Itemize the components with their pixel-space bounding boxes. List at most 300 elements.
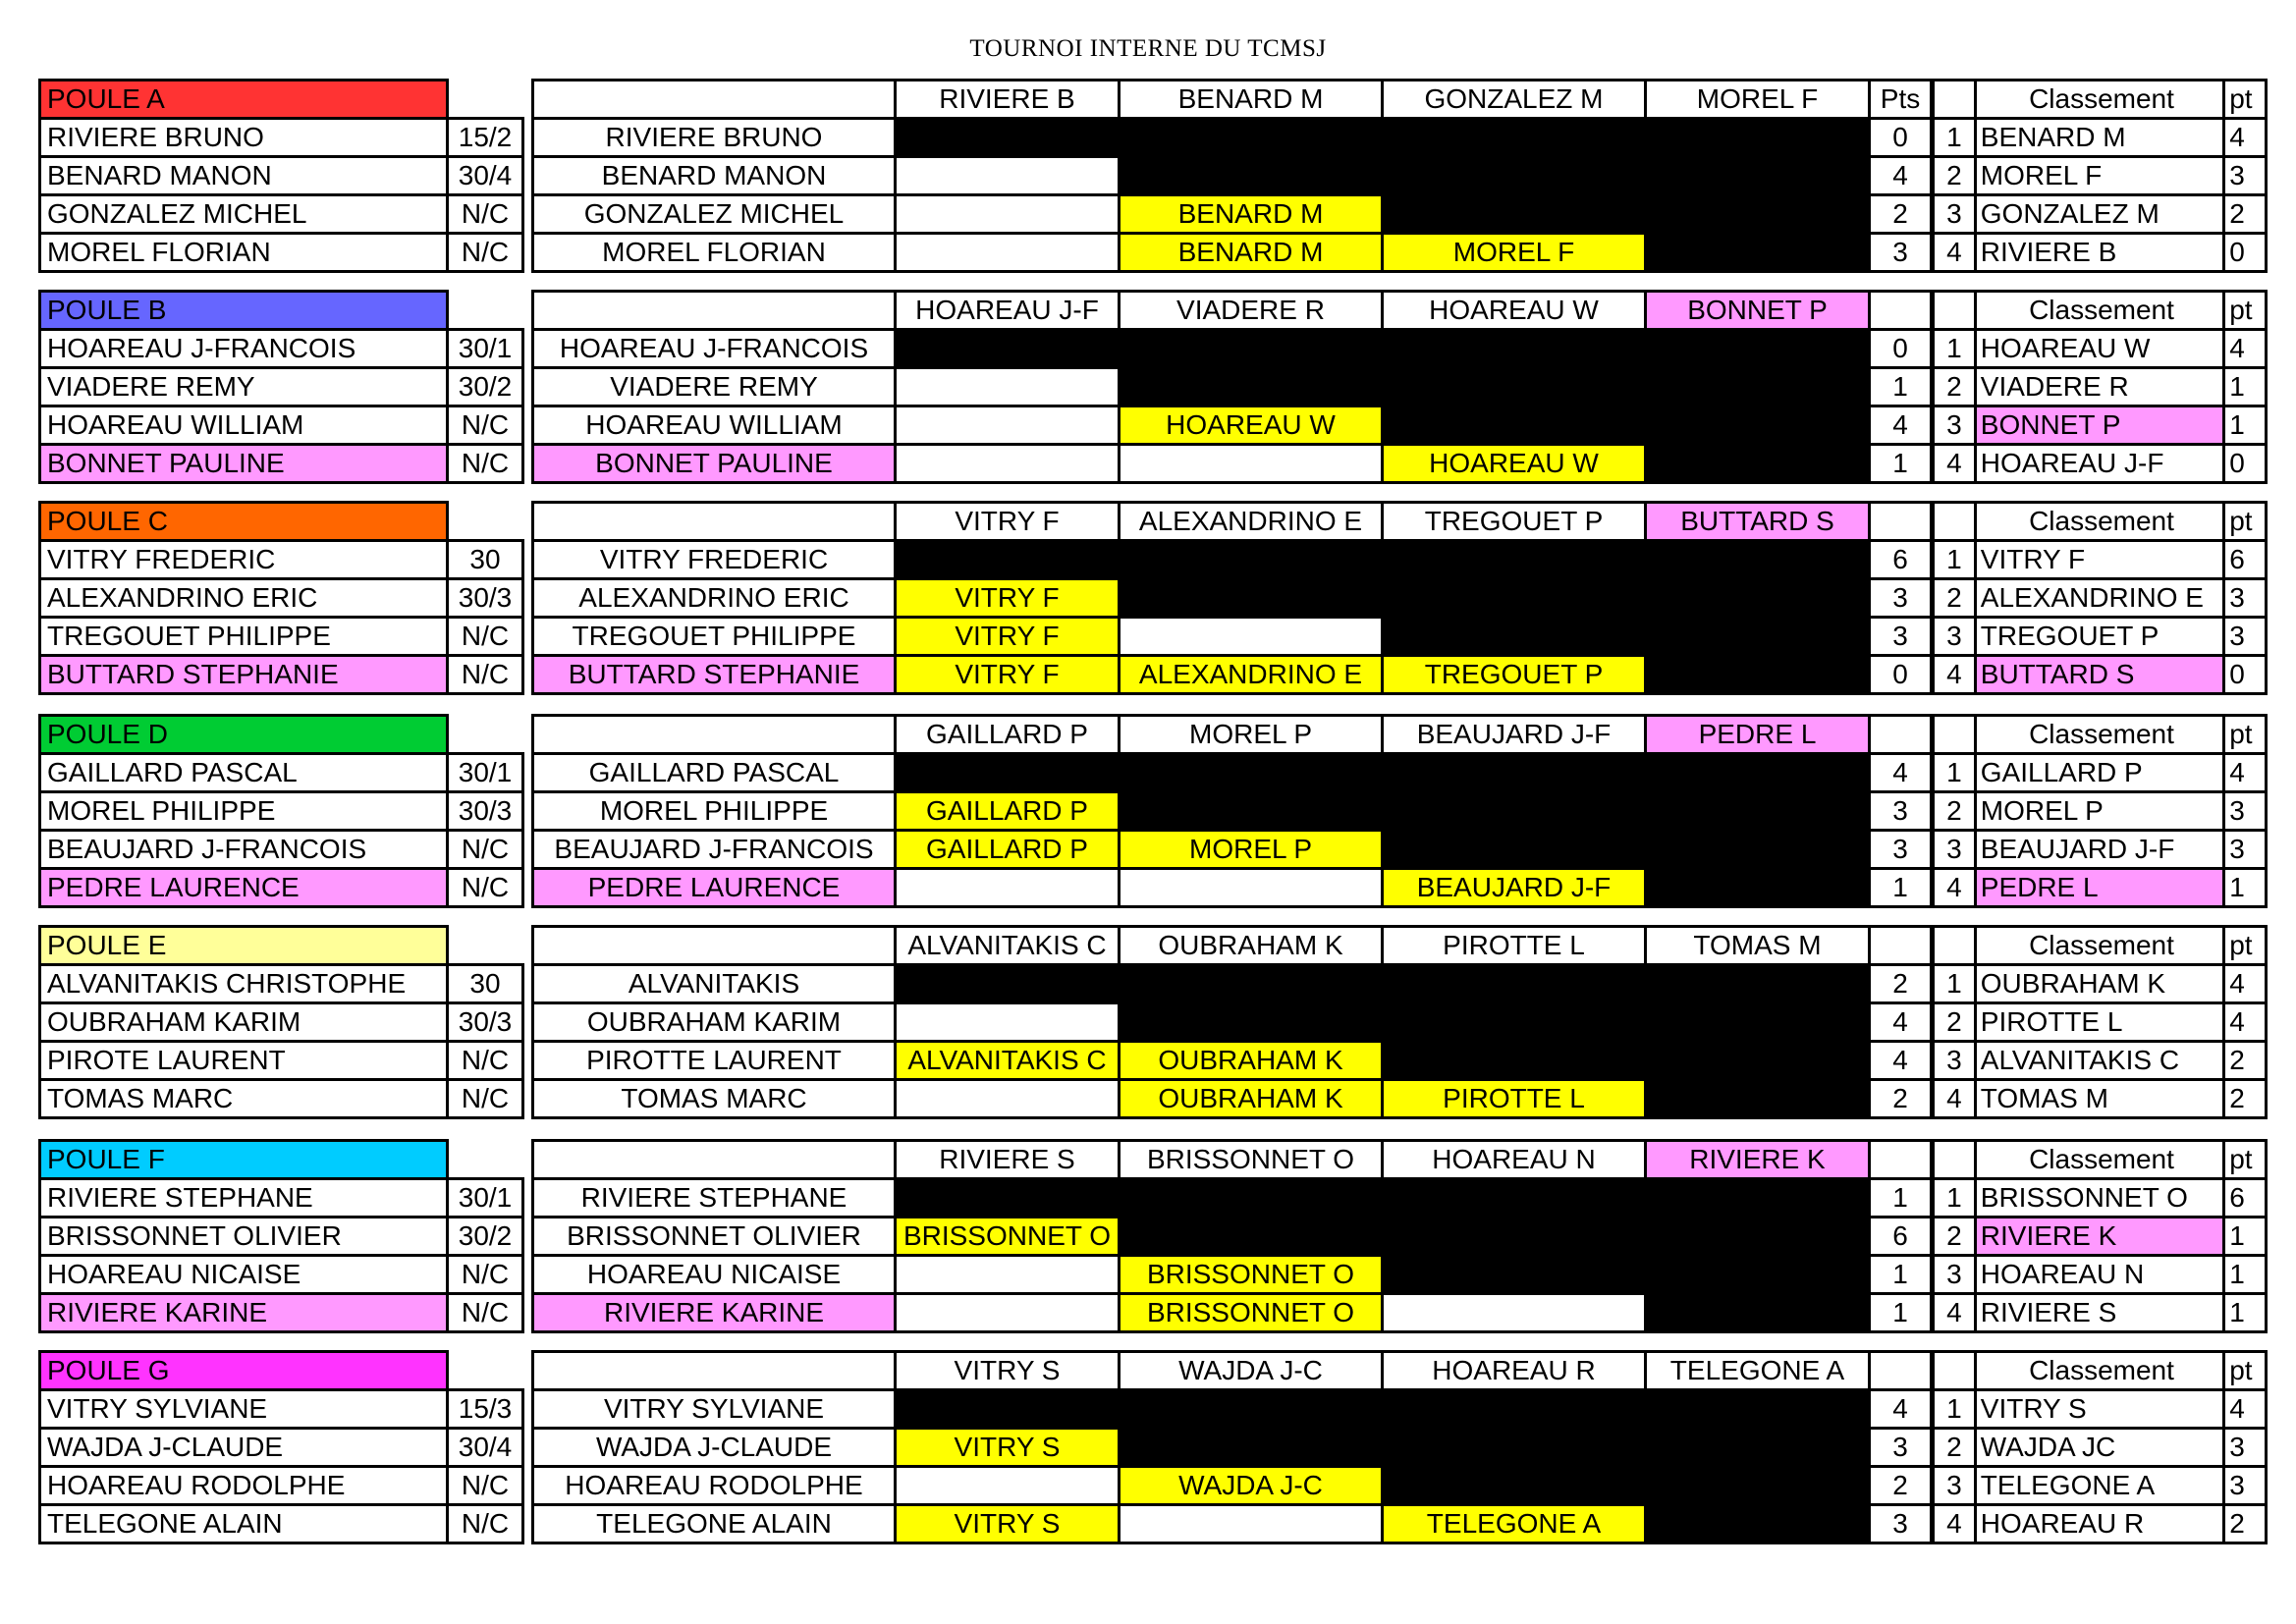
player-rank: N/C — [448, 1467, 523, 1505]
player-name: HOAREAU WILLIAM — [40, 406, 448, 445]
classement-name: WAJDA JC — [1975, 1429, 2223, 1467]
player-rank: 30/2 — [448, 1218, 523, 1256]
opponent-header: GONZALEZ M — [1383, 81, 1646, 119]
points-value: 1 — [1870, 1256, 1932, 1294]
classement-position: 3 — [1934, 195, 1976, 234]
opponent-header: VITRY S — [896, 1352, 1120, 1390]
winner-cell: WAJDA J-C — [1120, 1467, 1383, 1505]
pt-header: pt — [2224, 716, 2267, 754]
player-row — [40, 1042, 523, 1080]
classement-row — [1934, 1294, 2267, 1332]
classement-name: VITRY S — [1975, 1390, 2223, 1429]
matrix-row — [533, 1080, 1932, 1118]
classement-position: 3 — [1934, 1256, 1976, 1294]
players-table — [38, 501, 524, 695]
winner-cell: ALVANITAKIS C — [896, 1042, 1120, 1080]
pts-header: Pts — [1870, 81, 1932, 119]
match-cell — [896, 195, 1120, 234]
match-cell — [1120, 1505, 1383, 1543]
opponent-header: TREGOUET P — [1383, 503, 1646, 541]
player-row — [40, 119, 523, 157]
classement-name: PEDRE L — [1975, 869, 2223, 907]
player-rank: N/C — [448, 406, 523, 445]
classement-row — [1934, 234, 2267, 272]
classement-points: 0 — [2224, 234, 2267, 272]
match-cell — [1383, 1429, 1646, 1467]
classement-table — [1932, 1139, 2268, 1333]
match-cell — [1120, 1429, 1383, 1467]
points-value: 1 — [1870, 1294, 1932, 1332]
player-rank: 30/1 — [448, 754, 523, 792]
player-row — [40, 1429, 523, 1467]
opponent-header: HOAREAU W — [1383, 292, 1646, 330]
classement-header: Classement — [1975, 927, 2223, 965]
matrix-row — [533, 368, 1932, 406]
match-cell — [1383, 792, 1646, 831]
matrix-player-name: TREGOUET PHILIPPE — [533, 618, 896, 656]
match-cell — [896, 157, 1120, 195]
points-value: 4 — [1870, 1003, 1932, 1042]
player-name: HOAREAU RODOLPHE — [40, 1467, 448, 1505]
match-cell — [1383, 754, 1646, 792]
winner-cell: OUBRAHAM K — [1120, 1080, 1383, 1118]
player-rank: N/C — [448, 195, 523, 234]
matrix-row — [533, 157, 1932, 195]
player-name: PIROTE LAURENT — [40, 1042, 448, 1080]
classement-position: 4 — [1934, 1080, 1976, 1118]
matrix-row — [533, 1042, 1932, 1080]
winner-cell: BRISSONNET O — [896, 1218, 1120, 1256]
player-rank: 30/1 — [448, 330, 523, 368]
opponent-header: TOMAS M — [1646, 927, 1870, 965]
matrix-row — [533, 1429, 1932, 1467]
match-cell — [1383, 406, 1646, 445]
winner-cell: PIROTTE L — [1383, 1080, 1646, 1118]
classement-row — [1934, 445, 2267, 483]
pts-header — [1870, 292, 1932, 330]
classement-points: 3 — [2224, 1429, 2267, 1467]
match-cell — [1120, 792, 1383, 831]
match-cell — [1383, 1218, 1646, 1256]
classement-name: ALEXANDRINO E — [1975, 579, 2223, 618]
poule-block — [0, 1350, 2296, 1543]
classement-corner — [1934, 927, 1976, 965]
opponent-header: PIROTTE L — [1383, 927, 1646, 965]
player-rank: 30/1 — [448, 1179, 523, 1218]
player-row — [40, 1467, 523, 1505]
results-matrix — [531, 1350, 1933, 1544]
player-rank: 30/3 — [448, 579, 523, 618]
points-value: 4 — [1870, 157, 1932, 195]
players-table — [38, 1350, 524, 1544]
match-cell — [1120, 330, 1383, 368]
match-cell — [1646, 1003, 1870, 1042]
matrix-row — [533, 445, 1932, 483]
opponent-header: HOAREAU J-F — [896, 292, 1120, 330]
player-row — [40, 1294, 523, 1332]
classement-points: 0 — [2224, 445, 2267, 483]
matrix-player-name: ALVANITAKIS — [533, 965, 896, 1003]
points-value: 2 — [1870, 1467, 1932, 1505]
match-cell — [1383, 579, 1646, 618]
matrix-row — [533, 1467, 1932, 1505]
empty-cell — [448, 1352, 523, 1390]
winner-cell: ALEXANDRINO E — [1120, 656, 1383, 694]
pts-header — [1870, 1352, 1932, 1390]
player-row — [40, 1390, 523, 1429]
results-matrix — [531, 714, 1933, 908]
winner-cell: BRISSONNET O — [1120, 1256, 1383, 1294]
classement-row — [1934, 754, 2267, 792]
classement-position: 2 — [1934, 1429, 1976, 1467]
matrix-row — [533, 618, 1932, 656]
matrix-corner — [533, 292, 896, 330]
match-cell — [896, 1179, 1120, 1218]
player-row — [40, 1080, 523, 1118]
points-value: 3 — [1870, 831, 1932, 869]
pts-header — [1870, 1141, 1932, 1179]
pt-header: pt — [2224, 503, 2267, 541]
matrix-row — [533, 1256, 1932, 1294]
player-name: RIVIERE KARINE — [40, 1294, 448, 1332]
classement-position: 1 — [1934, 754, 1976, 792]
player-name: VIADERE REMY — [40, 368, 448, 406]
match-cell — [1646, 869, 1870, 907]
poule-label: POULE E — [40, 927, 448, 965]
opponent-header: ALVANITAKIS C — [896, 927, 1120, 965]
classement-points: 1 — [2224, 406, 2267, 445]
winner-cell: MOREL F — [1383, 234, 1646, 272]
player-rank: N/C — [448, 1042, 523, 1080]
classement-position: 3 — [1934, 406, 1976, 445]
points-value: 6 — [1870, 541, 1932, 579]
classement-position: 4 — [1934, 656, 1976, 694]
points-value: 6 — [1870, 1218, 1932, 1256]
classement-points: 1 — [2224, 1256, 2267, 1294]
classement-name: TREGOUET P — [1975, 618, 2223, 656]
players-table — [38, 290, 524, 484]
player-row — [40, 157, 523, 195]
results-matrix — [531, 501, 1933, 695]
matrix-row — [533, 1505, 1932, 1543]
points-value: 3 — [1870, 792, 1932, 831]
results-matrix — [531, 79, 1933, 273]
pt-header: pt — [2224, 1141, 2267, 1179]
classement-points: 3 — [2224, 1467, 2267, 1505]
winner-cell: OUBRAHAM K — [1120, 1042, 1383, 1080]
matrix-row — [533, 541, 1932, 579]
classement-header: Classement — [1975, 503, 2223, 541]
player-name: TREGOUET PHILIPPE — [40, 618, 448, 656]
player-rank: 30/4 — [448, 157, 523, 195]
opponent-header: MOREL F — [1646, 81, 1870, 119]
matrix-row — [533, 119, 1932, 157]
matrix-player-name: MOREL PHILIPPE — [533, 792, 896, 831]
classement-table — [1932, 714, 2268, 908]
points-value: 0 — [1870, 330, 1932, 368]
match-cell — [1120, 1179, 1383, 1218]
classement-points: 2 — [2224, 195, 2267, 234]
classement-corner — [1934, 292, 1976, 330]
players-table — [38, 714, 524, 908]
classement-name: HOAREAU N — [1975, 1256, 2223, 1294]
classement-header: Classement — [1975, 716, 2223, 754]
match-cell — [1383, 157, 1646, 195]
matrix-player-name: PEDRE LAURENCE — [533, 869, 896, 907]
classement-corner — [1934, 1141, 1976, 1179]
player-rank: N/C — [448, 869, 523, 907]
matrix-row — [533, 195, 1932, 234]
match-cell — [1646, 541, 1870, 579]
match-cell — [896, 234, 1120, 272]
classement-name: TOMAS M — [1975, 1080, 2223, 1118]
matrix-corner — [533, 1352, 896, 1390]
matrix-row — [533, 406, 1932, 445]
player-rank: 30 — [448, 541, 523, 579]
matrix-player-name: HOAREAU RODOLPHE — [533, 1467, 896, 1505]
classement-name: RIVIERE B — [1975, 234, 2223, 272]
player-row — [40, 618, 523, 656]
matrix-row — [533, 965, 1932, 1003]
poule-label: POULE B — [40, 292, 448, 330]
player-name: BONNET PAULINE — [40, 445, 448, 483]
winner-cell: VITRY F — [896, 579, 1120, 618]
results-matrix — [531, 290, 1933, 484]
poule-label: POULE A — [40, 81, 448, 119]
match-cell — [1646, 234, 1870, 272]
classement-points: 6 — [2224, 1179, 2267, 1218]
points-value: 0 — [1870, 119, 1932, 157]
classement-header: Classement — [1975, 1352, 2223, 1390]
classement-points: 4 — [2224, 1390, 2267, 1429]
classement-row — [1934, 119, 2267, 157]
opponent-header: RIVIERE K — [1646, 1141, 1870, 1179]
matrix-corner — [533, 1141, 896, 1179]
match-cell — [1383, 195, 1646, 234]
player-rank: 15/3 — [448, 1390, 523, 1429]
match-cell — [1383, 618, 1646, 656]
match-cell — [896, 869, 1120, 907]
match-cell — [1120, 1390, 1383, 1429]
classement-row — [1934, 1218, 2267, 1256]
opponent-header: GAILLARD P — [896, 716, 1120, 754]
player-name: TOMAS MARC — [40, 1080, 448, 1118]
matrix-row — [533, 1294, 1932, 1332]
empty-cell — [448, 927, 523, 965]
player-rank: N/C — [448, 1294, 523, 1332]
match-cell — [1383, 1042, 1646, 1080]
match-cell — [896, 754, 1120, 792]
classement-table — [1932, 290, 2268, 484]
opponent-header: MOREL P — [1120, 716, 1383, 754]
points-value: 3 — [1870, 579, 1932, 618]
player-rank: 30/2 — [448, 368, 523, 406]
classement-row — [1934, 965, 2267, 1003]
classement-position: 1 — [1934, 1390, 1976, 1429]
player-name: OUBRAHAM KARIM — [40, 1003, 448, 1042]
points-value: 1 — [1870, 1179, 1932, 1218]
match-cell — [1646, 618, 1870, 656]
player-row — [40, 656, 523, 694]
matrix-player-name: VITRY SYLVIANE — [533, 1390, 896, 1429]
classement-position: 3 — [1934, 618, 1976, 656]
classement-table — [1932, 79, 2268, 273]
player-rank: 30/3 — [448, 792, 523, 831]
player-rank: 30 — [448, 965, 523, 1003]
opponent-header: VIADERE R — [1120, 292, 1383, 330]
player-row — [40, 195, 523, 234]
points-value: 2 — [1870, 195, 1932, 234]
classement-row — [1934, 1080, 2267, 1118]
winner-cell: VITRY S — [896, 1429, 1120, 1467]
match-cell — [1646, 1390, 1870, 1429]
match-cell — [1646, 831, 1870, 869]
match-cell — [1383, 330, 1646, 368]
classement-position: 2 — [1934, 792, 1976, 831]
player-row — [40, 831, 523, 869]
matrix-player-name: BUTTARD STEPHANIE — [533, 656, 896, 694]
classement-row — [1934, 1179, 2267, 1218]
player-name: VITRY SYLVIANE — [40, 1390, 448, 1429]
opponent-header: RIVIERE B — [896, 81, 1120, 119]
classement-position: 2 — [1934, 1003, 1976, 1042]
opponent-header: OUBRAHAM K — [1120, 927, 1383, 965]
poule-label: POULE G — [40, 1352, 448, 1390]
points-value: 2 — [1870, 1080, 1932, 1118]
classement-corner — [1934, 503, 1976, 541]
pt-header: pt — [2224, 292, 2267, 330]
classement-header: Classement — [1975, 292, 2223, 330]
classement-row — [1934, 831, 2267, 869]
classement-name: RIVIERE S — [1975, 1294, 2223, 1332]
matrix-player-name: RIVIERE BRUNO — [533, 119, 896, 157]
player-rank: N/C — [448, 1256, 523, 1294]
matrix-row — [533, 656, 1932, 694]
classement-points: 1 — [2224, 1218, 2267, 1256]
classement-position: 4 — [1934, 234, 1976, 272]
matrix-corner — [533, 716, 896, 754]
matrix-row — [533, 869, 1932, 907]
player-row — [40, 792, 523, 831]
classement-position: 4 — [1934, 1505, 1976, 1543]
classement-position: 1 — [1934, 965, 1976, 1003]
classement-row — [1934, 656, 2267, 694]
matrix-player-name: GONZALEZ MICHEL — [533, 195, 896, 234]
classement-name: HOAREAU J-F — [1975, 445, 2223, 483]
classement-name: GAILLARD P — [1975, 754, 2223, 792]
matrix-row — [533, 831, 1932, 869]
match-cell — [1383, 831, 1646, 869]
classement-name: BUTTARD S — [1975, 656, 2223, 694]
classement-points: 3 — [2224, 831, 2267, 869]
match-cell — [1120, 157, 1383, 195]
match-cell — [1646, 1042, 1870, 1080]
classement-points: 6 — [2224, 541, 2267, 579]
player-name: BENARD MANON — [40, 157, 448, 195]
match-cell — [1646, 1429, 1870, 1467]
match-cell — [1646, 195, 1870, 234]
player-row — [40, 1218, 523, 1256]
matrix-corner — [533, 927, 896, 965]
player-name: ALVANITAKIS CHRISTOPHE — [40, 965, 448, 1003]
classement-points: 3 — [2224, 157, 2267, 195]
player-row — [40, 1003, 523, 1042]
players-table — [38, 1139, 524, 1333]
winner-cell: BRISSONNET O — [1120, 1294, 1383, 1332]
classement-position: 1 — [1934, 1179, 1976, 1218]
match-cell — [896, 1256, 1120, 1294]
opponent-header: VITRY F — [896, 503, 1120, 541]
classement-table — [1932, 925, 2268, 1119]
classement-name: VITRY F — [1975, 541, 2223, 579]
match-cell — [1383, 119, 1646, 157]
player-row — [40, 406, 523, 445]
page-title: TOURNOI INTERNE DU TCMSJ — [969, 35, 1327, 62]
winner-cell: GAILLARD P — [896, 792, 1120, 831]
poule-block — [0, 925, 2296, 1117]
poule-block — [0, 714, 2296, 906]
classement-header: Classement — [1975, 81, 2223, 119]
player-rank: N/C — [448, 831, 523, 869]
classement-corner — [1934, 716, 1976, 754]
classement-name: HOAREAU R — [1975, 1505, 2223, 1543]
player-rank: 30/3 — [448, 1003, 523, 1042]
classement-position: 3 — [1934, 1467, 1976, 1505]
player-row — [40, 445, 523, 483]
match-cell — [1646, 368, 1870, 406]
player-name: PEDRE LAURENCE — [40, 869, 448, 907]
matrix-row — [533, 1179, 1932, 1218]
empty-cell — [448, 503, 523, 541]
matrix-row — [533, 1218, 1932, 1256]
classement-points: 2 — [2224, 1505, 2267, 1543]
results-matrix — [531, 925, 1933, 1119]
classement-name: TELEGONE A — [1975, 1467, 2223, 1505]
matrix-row — [533, 330, 1932, 368]
match-cell — [1646, 579, 1870, 618]
points-value: 4 — [1870, 754, 1932, 792]
match-cell — [1383, 541, 1646, 579]
classement-name: MOREL F — [1975, 157, 2223, 195]
poule-block — [0, 1139, 2296, 1331]
classement-position: 1 — [1934, 330, 1976, 368]
opponent-header: TELEGONE A — [1646, 1352, 1870, 1390]
match-cell — [1646, 656, 1870, 694]
match-cell — [1120, 368, 1383, 406]
match-cell — [1120, 1003, 1383, 1042]
classement-points: 4 — [2224, 330, 2267, 368]
match-cell — [1383, 1467, 1646, 1505]
player-rank: N/C — [448, 656, 523, 694]
classement-points: 4 — [2224, 965, 2267, 1003]
classement-points: 2 — [2224, 1042, 2267, 1080]
match-cell — [1646, 1467, 1870, 1505]
classement-header: Classement — [1975, 1141, 2223, 1179]
match-cell — [1120, 618, 1383, 656]
results-matrix — [531, 1139, 1933, 1333]
classement-position: 2 — [1934, 579, 1976, 618]
classement-position: 2 — [1934, 368, 1976, 406]
player-rank: N/C — [448, 618, 523, 656]
classement-name: BEAUJARD J-F — [1975, 831, 2223, 869]
match-cell — [896, 1467, 1120, 1505]
classement-position: 3 — [1934, 831, 1976, 869]
points-value: 3 — [1870, 1505, 1932, 1543]
player-rank: N/C — [448, 445, 523, 483]
winner-cell: GAILLARD P — [896, 831, 1120, 869]
player-row — [40, 579, 523, 618]
pts-header — [1870, 716, 1932, 754]
